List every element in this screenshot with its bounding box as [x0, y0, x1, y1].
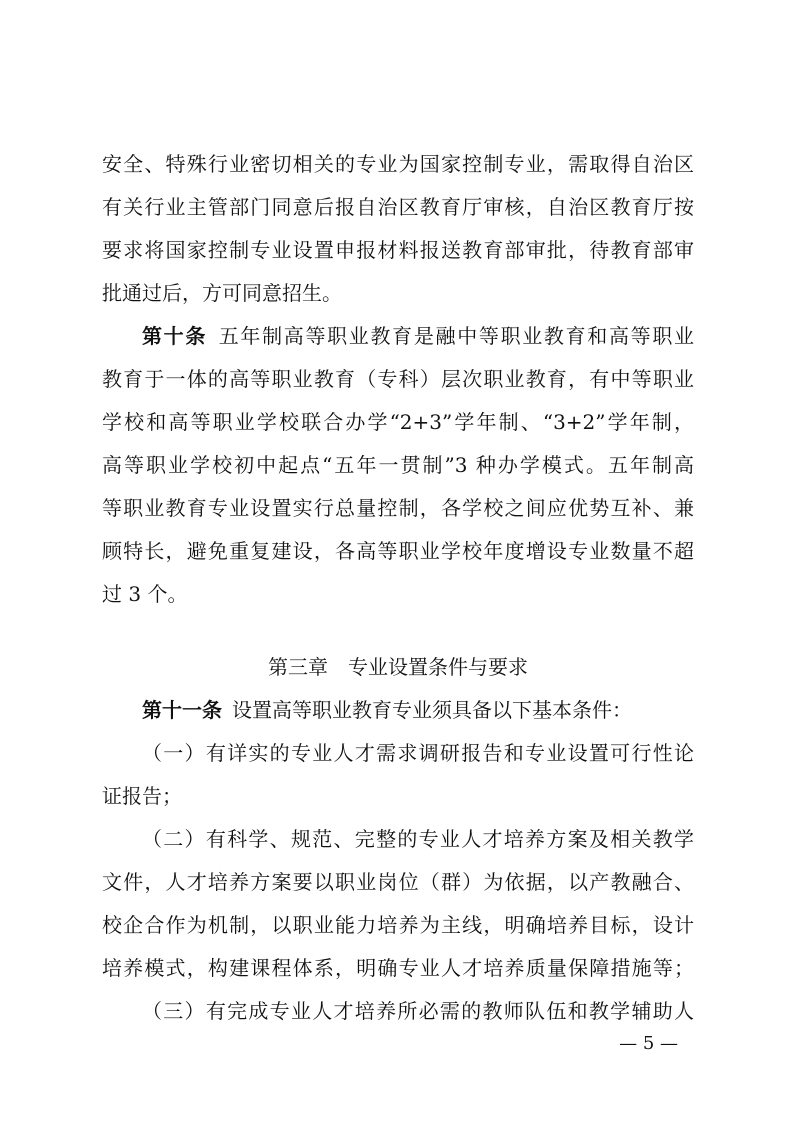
page-number: — 5 — [619, 1033, 678, 1054]
article-text: 设置高等职业教育专业须具备以下基本条件： [232, 698, 632, 722]
text-line: 校企合作为机制，以职业能力培养为主线，明确培养目标，设计 [102, 913, 694, 937]
text-line: 教育于一体的高等职业教育（专科）层次职业教育，有中等职业 [102, 367, 694, 391]
article-label: 第十一条 [142, 698, 222, 722]
text-line: 高等职业学校初中起点“五年一贯制”3 种办学模式。五年制高 [102, 453, 694, 477]
text-line: 学校和高等职业学校联合办学“2+3”学年制、“3+2”学年制， [102, 410, 694, 434]
text-line: 批通过后，方可同意招生。 [102, 281, 342, 305]
text-line: 过 3 个。 [102, 582, 188, 606]
text-line: 有关行业主管部门同意后报自治区教育厅审核，自治区教育厅按 [102, 195, 694, 219]
article-10-first-line [142, 322, 694, 350]
text-line: 文件，人才培养方案要以职业岗位（群）为依据，以产教融合、 [102, 870, 694, 894]
article-label: 第十条 [142, 324, 208, 348]
text-line: 等职业教育专业设置实行总量控制，各学校之间应优势互补、兼 [102, 496, 694, 520]
text-line: 安全、特殊行业密切相关的专业为国家控制专业，需取得自治区 [102, 152, 694, 176]
text-line: 证报告； [102, 784, 182, 808]
text-line: 要求将国家控制专业设置申报材料报送教育部审批，待教育部审 [102, 238, 694, 262]
list-item-first-line: （三）有完成专业人才培养所必需的教师队伍和教学辅助人 [142, 999, 694, 1023]
article-11-first-line [142, 696, 694, 724]
text-line: 培养模式，构建课程体系，明确专业人才培养质量保障措施等； [102, 956, 694, 980]
list-item-first-line: （一）有详实的专业人才需求调研报告和专业设置可行性论 [142, 741, 694, 765]
list-item-first-line: （二）有科学、规范、完整的专业人才培养方案及相关教学 [142, 827, 694, 851]
chapter-heading: 第三章 专业设置条件与要求 [268, 655, 528, 679]
text-line: 顾特长，避免重复建设，各高等职业学校年度增设专业数量不超 [102, 539, 694, 563]
article-text: 五年制高等职业教育是融中等职业教育和高等职业 [217, 324, 695, 348]
